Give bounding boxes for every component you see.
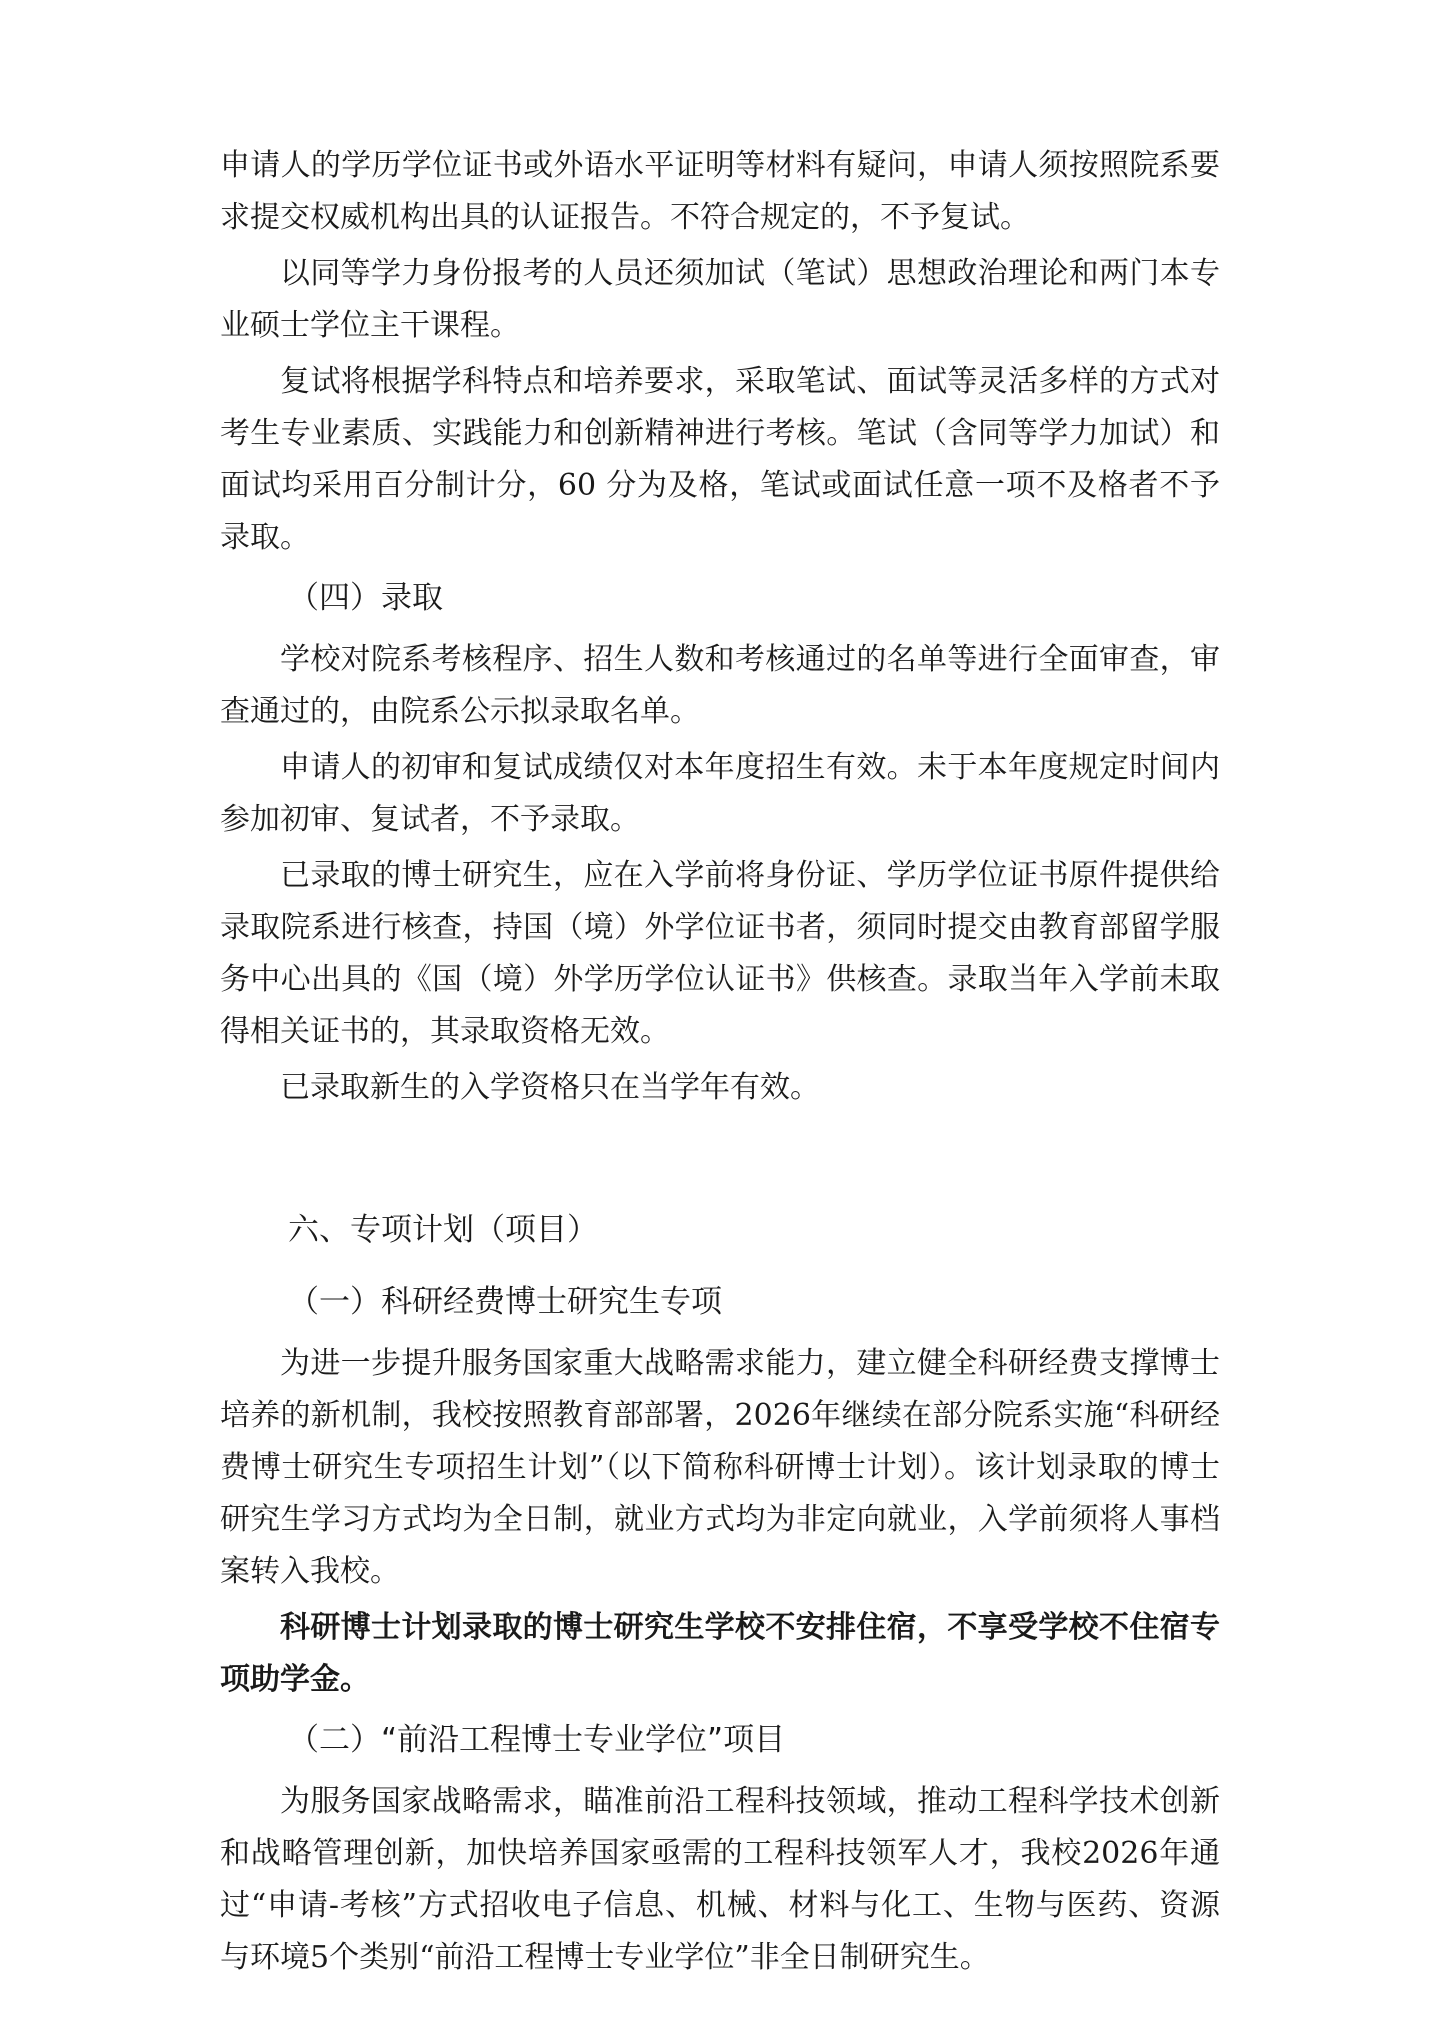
- paragraph-admission-review: 学校对院系考核程序、招生人数和考核通过的名单等进行全面审查，审查通过的，由院系公示拟录取名单。: [220, 642, 1220, 729]
- heading-special-programs: 六、专项计划（项目）: [288, 1212, 598, 1248]
- heading-frontier-engineering-program: （二）“前沿工程博士专业学位”项目: [288, 1722, 786, 1758]
- paragraph-certificate-check: 已录取的博士研究生，应在入学前将身份证、学历学位证书原件提供给录取院系进行核查，持国（境）外学位证书者，须同时提交由教育部留学服务中心出具的《国（境）外学历学位认证书》供核查。录取当年入学前未取得相关证书的，其录取资格无效。: [220, 858, 1220, 1049]
- paragraph-retest-method: 复试将根据学科特点和培养要求，采取笔试、面试等灵活多样的方式对考生专业素质、实践能力和创新精神进行考核。笔试（含同等学力加试）和面试均采用百分制计分，60 分为及格，笔试或面试任意一项不及格者不予录取。: [220, 364, 1220, 555]
- heading-admission: （四）录取: [288, 580, 443, 616]
- document-body: [220, 140, 1220, 1984]
- paragraph-housing-notice: 科研博士计划录取的博士研究生学校不安排住宿，不享受学校不住宿专项助学金。: [220, 1610, 1220, 1697]
- paragraph-equivalent-education: 以同等学力身份报考的人员还须加试（笔试）思想政治理论和两门本专业硕士学位主干课程。: [220, 256, 1220, 343]
- paragraph-research-funded-program: 为进一步提升服务国家重大战略需求能力，建立健全科研经费支撑博士培养的新机制，我校按照教育部部署，2026年继续在部分院系实施“科研经费博士研究生专项招生计划”（以下简称科研博士计划）。该计划录取的博士研究生学习方式均为全日制，就业方式均为非定向就业，入学前须将人事档案转入我校。: [220, 1346, 1220, 1589]
- paragraph-frontier-engineering-program: 为服务国家战略需求，瞄准前沿工程科技领域，推动工程科学技术创新和战略管理创新，加快培养国家亟需的工程科技领军人才，我校2026年通过“申请-考核”方式招收电子信息、机械、材料与化工、生物与医药、资源与环境5个类别“前沿工程博士专业学位”非全日制研究生。: [220, 1784, 1220, 1975]
- heading-research-funded-program: （一）科研经费博士研究生专项: [288, 1284, 722, 1320]
- paragraph-credential-verification: 申请人的学历学位证书或外语水平证明等材料有疑问，申请人须按照院系要求提交权威机构出具的认证报告。不符合规定的，不予复试。: [220, 148, 1220, 235]
- paragraph-enrollment-validity: 已录取新生的入学资格只在当学年有效。: [280, 1070, 820, 1105]
- paragraph-score-validity: 申请人的初审和复试成绩仅对本年度招生有效。未于本年度规定时间内参加初审、复试者，不予录取。: [220, 750, 1220, 837]
